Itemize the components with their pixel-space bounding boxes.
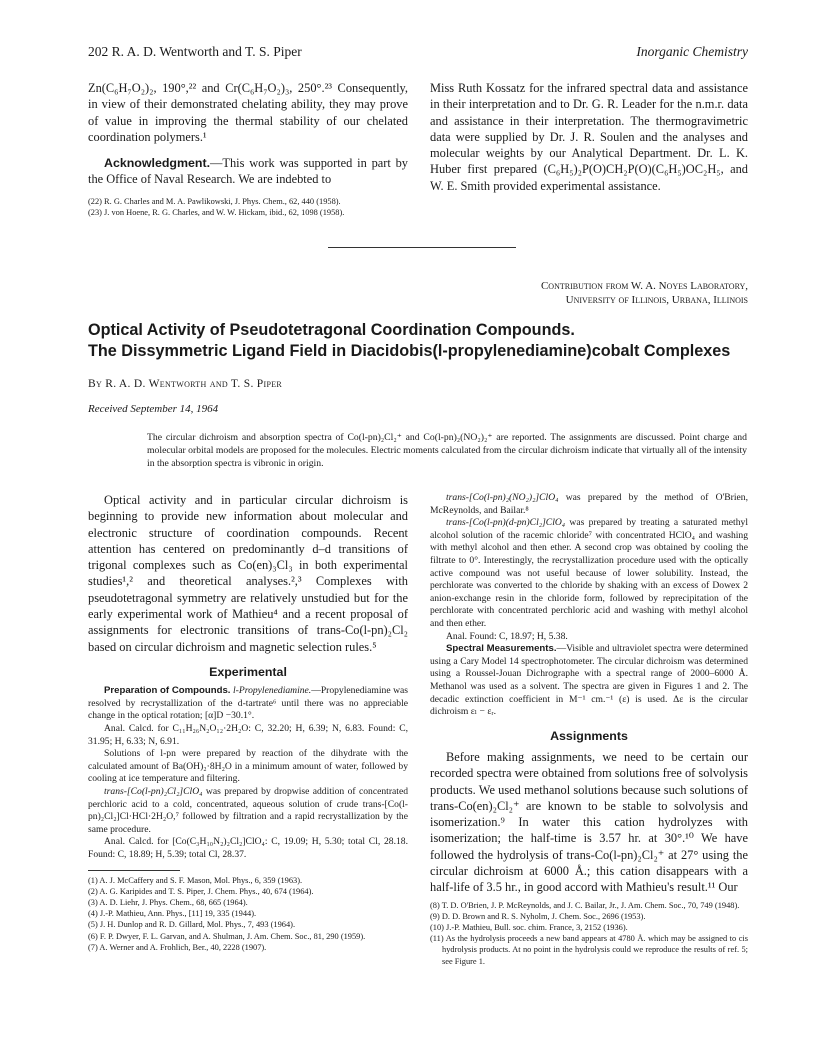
main-left-column	[88, 492, 408, 953]
article-separator-rule	[328, 247, 516, 248]
anal-3: Anal. Found: C, 18.97; H, 5.38.	[446, 630, 568, 642]
article-title	[88, 320, 748, 362]
prep-continued	[430, 492, 748, 719]
trans-chloro-label: trans-[Co(l-pn)₂Cl₂]ClO₄	[104, 786, 203, 798]
prev-article-text: Zn(C₆H₇O₂)₂, 190°,²² and Cr(C₆H₇O₂)₃, 250°.²³ Consequently, in view of their demonstrated chelating ability, they may prove of value in improving the thermal stability of our chelated coordination polymers.¹	[88, 81, 408, 144]
footnote: (11) As the hydrolysis proceeds a new band appears at 4780 Å. which may be assigned to cis hydrolysis products. At no point in the hydrolysis could we reproduce the results of ref. 5; see Figure 1.	[430, 934, 748, 966]
footnote: (1) A. J. McCaffery and S. F. Mason, Mol. Phys., 6, 359 (1963).	[88, 875, 303, 885]
footnote: (10) J.-P. Mathieu, Bull. soc. chim. France, 3, 2152 (1936).	[430, 923, 628, 933]
contribution-line-1: Contribution from W. A. Noyes Laboratory,	[540, 280, 748, 292]
prep-paragraph	[88, 685, 408, 723]
assignments-paragraph: Before making assignments, we need to be certain our recorded spectra were obtained from solutions free of solvolysis products. We used methanol solutions because such solutions of trans-Co(en)₂Cl₂⁺ are known to be stable to solvolysis and isomerization.⁹ In water this cation hydrolyzes with isomerization; the half-time is 3.57 hr. at 30°.¹⁰ We have followed the hydrolysis of trans-Co(l-pn)₂Cl₂⁺ at 27° using the circular dichroism at 6000 Å.; this cation disappears with a half-life of 3.5 hr., in good accord with Mathieu's result.¹¹ Our	[430, 749, 748, 895]
trans-chloro-paragraph	[88, 786, 408, 836]
mixed-text: was prepared by treating a saturated methyl alcohol solution of the racemic chloride⁷ with concentrated HClO₄ and washing with methyl alcohol and then ether. A second crop was obtained by cooling the filtrate to 0°. Interestingly, the recrystallization procedure used with the optically active compound was not useful because of lower solubility. Instead, the perchlorate was converted to the chloride by shaking with an excess of Dowex 2 anion-exchange resin in the chloride form, followed by reprecipitation of the perchlorate with concentrated perchloric acid and washing with methyl alcohol and then ether.	[430, 517, 748, 629]
mixed-label: trans-[Co(l-pn)(d-pn)Cl₂]ClO₄	[446, 517, 566, 529]
page-header-left: 202 R. A. D. Wentworth and T. S. Piper	[88, 44, 302, 59]
anal-1: Anal. Calcd. for C₁₁H₂₆N₂O₁₂·2H₂O: C, 32.20; H, 6.39; N, 6.83. Found: C, 31.95; H, 6.33; N, 6.91.	[88, 723, 408, 747]
footnote: (3) A. D. Liehr, J. Phys. Chem., 68, 665 (1964).	[88, 897, 248, 907]
prev-article-right-column	[430, 80, 748, 194]
intro-paragraph: Optical activity and in particular circular dichroism is beginning to provide new information about molecular and electronic structure of coordination compounds. Recent attention has centered on predominantly d–d transitions of trigonal complexes such as Co(en)₃Cl₃ in both experimental studies¹,² and theoretical analyses.²,³ Complexes with pseudotetragonal symmetry are relatively unstudied but for the early experimental work of Mathieu⁴ and a recent proposal of assignments for electronic transitions of trans-Co(l-pn)₂Cl₂ based on circular dichroism and magnetic selection rules.⁵	[88, 493, 408, 654]
spectral-label: Spectral Measurements.	[446, 643, 557, 655]
spectral-text: —Visible and ultraviolet spectra were determined using a Cary Model 14 spectrophotometer. The circular dichroism was determined using a Roussel-Jouan Dichrographe with a spectral range of 2000–6000 Å. Methanol was used as a solvent. The spectra are given in Figures 1 and 2. The decadic extinction coefficient in M⁻¹ cm.⁻¹ (ε) is used. Δε is the circular dichroism εₗ − εᵣ.	[430, 643, 748, 718]
footnote-22: (22) R. G. Charles and M. A. Pawlikowski, J. Phys. Chem., 62, 440 (1958).	[88, 196, 341, 206]
anal-2: Anal. Calcd. for [Co(C₃H₁₀N₂)₂Cl₂]ClO₄: C, 19.09; H, 5.30; total Cl, 28.18. Found: C, 18.89; H, 5.39; total Cl, 28.37.	[88, 836, 408, 860]
received-date: Received September 14, 1964	[88, 403, 219, 415]
running-header	[88, 44, 748, 60]
solutions-paragraph: Solutions of l-pn were prepared by reaction of the dihydrate with the calculated amount of Ba(OH)₂·8H₂O in a minimum amount of water, followed by cooling at ice temperature and filtering.	[88, 748, 408, 785]
right-footnotes	[430, 900, 748, 967]
prep-label: Preparation of Compounds.	[104, 685, 231, 697]
footnote: (6) F. P. Dwyer, F. L. Garvan, and A. Shulman, J. Am. Chem. Soc., 81, 290 (1959).	[88, 931, 366, 941]
nitro-label: trans-[Co(l-pn)₂(NO₂)₂]ClO₄	[446, 492, 559, 503]
footnote: (7) A. Werner and A. Frohlich, Ber., 40, 2228 (1907).	[88, 942, 267, 952]
footnote: (4) J.-P. Mathieu, Ann. Phys., [11] 19, 335 (1944).	[88, 909, 257, 919]
main-right-column	[430, 492, 748, 967]
mixed-paragraph	[430, 517, 748, 630]
experimental-heading: Experimental	[209, 664, 287, 679]
byline: By R. A. D. Wentworth and T. S. Piper	[88, 378, 283, 390]
prev-article-right-text: Miss Ruth Kossatz for the infrared spectral data and assistance in their interpretation and to Dr. G. R. Leader for the n.m.r. data and assistance in their interpretation. The thermogravimetric data were supplied by Dr. J. R. Soulen and the analyses and molecular weights by our Analytical Department. Dr. L. K. Huber first prepared (C₆H₅)₂P(O)CH₂P(O)(C₆H₅)OC₂H₅, and W. E. Smith provided experimental assistance.	[430, 81, 748, 193]
prep-sub: l-Propylenediamine.	[232, 685, 312, 697]
spectral-paragraph	[430, 643, 748, 719]
journal-name: Inorganic Chemistry	[636, 44, 748, 59]
assignments-heading: Assignments	[550, 728, 628, 743]
contribution-block	[541, 279, 748, 307]
nitro-text: was prepared by the method of O'Brien, McReynolds, and Bailar.⁸	[430, 492, 748, 516]
footnote: (2) A. G. Karipides and T. S. Piper, J. Chem. Phys., 40, 674 (1964).	[88, 886, 314, 896]
footnote: (8) T. D. O'Brien, J. P. McReynolds, and J. C. Bailar, Jr., J. Am. Chem. Soc., 70, 749 (1948).	[430, 900, 740, 910]
nitro-paragraph	[430, 492, 748, 517]
abstract: The circular dichroism and absorption spectra of Co(l-pn)₂Cl₂⁺ and Co(l-pn)₂(NO₂)₂⁺ are reported. The assignments are discussed. Point charge and molecular orbital models are proposed for the molecules. Electric moments calculated from the circular dichroism indicate that virtually all of the intensity in the absorption spectra is vibronic in origin.	[147, 432, 747, 469]
footnote-rule	[88, 870, 180, 871]
contribution-line-2: University of Illinois, Urbana, Illinois	[565, 294, 748, 306]
footnote-23: (23) J. von Hoene, R. G. Charles, and W. W. Hickam, ibid., 62, 1098 (1958).	[88, 207, 345, 217]
experimental-text	[88, 685, 408, 861]
prep-text: —Propylenediamine was resolved by recrystallization of the d-tartrate⁶ until there was no appreciable change in the optical rotation; [α]D −30.1°.	[88, 685, 409, 722]
left-footnotes	[88, 875, 408, 953]
trans-chloro-text: was prepared by dropwise addition of concentrated perchloric acid to a cold, concentrated, aqueous solution of crude trans-[Co(l-pn)₂Cl₂]Cl·HCl·2H₂O,⁷ followed by filtration and a rapid recrystallization by the same procedure.	[88, 786, 408, 835]
acknowledgment-paragraph	[88, 155, 408, 188]
footnote: (9) D. D. Brown and R. S. Nyholm, J. Chem. Soc., 2696 (1953).	[430, 911, 646, 921]
acknowledgment-label: Acknowledgment.	[104, 156, 211, 171]
acknowledgment-text: —This work was supported in part by the Office of Naval Research. We are indebted to	[88, 156, 408, 187]
article-title-line-2: The Dissymmetric Ligand Field in Diacidobis(l-propylenediamine)cobalt Complexes	[88, 342, 731, 360]
article-title-line-1: Optical Activity of Pseudotetragonal Coordination Compounds.	[88, 321, 575, 339]
prev-article-left-column	[88, 80, 408, 218]
prev-article-footnotes	[88, 196, 408, 218]
footnote: (5) J. H. Dunlop and R. D. Gillard, Mol. Phys., 7, 493 (1964).	[88, 920, 296, 930]
